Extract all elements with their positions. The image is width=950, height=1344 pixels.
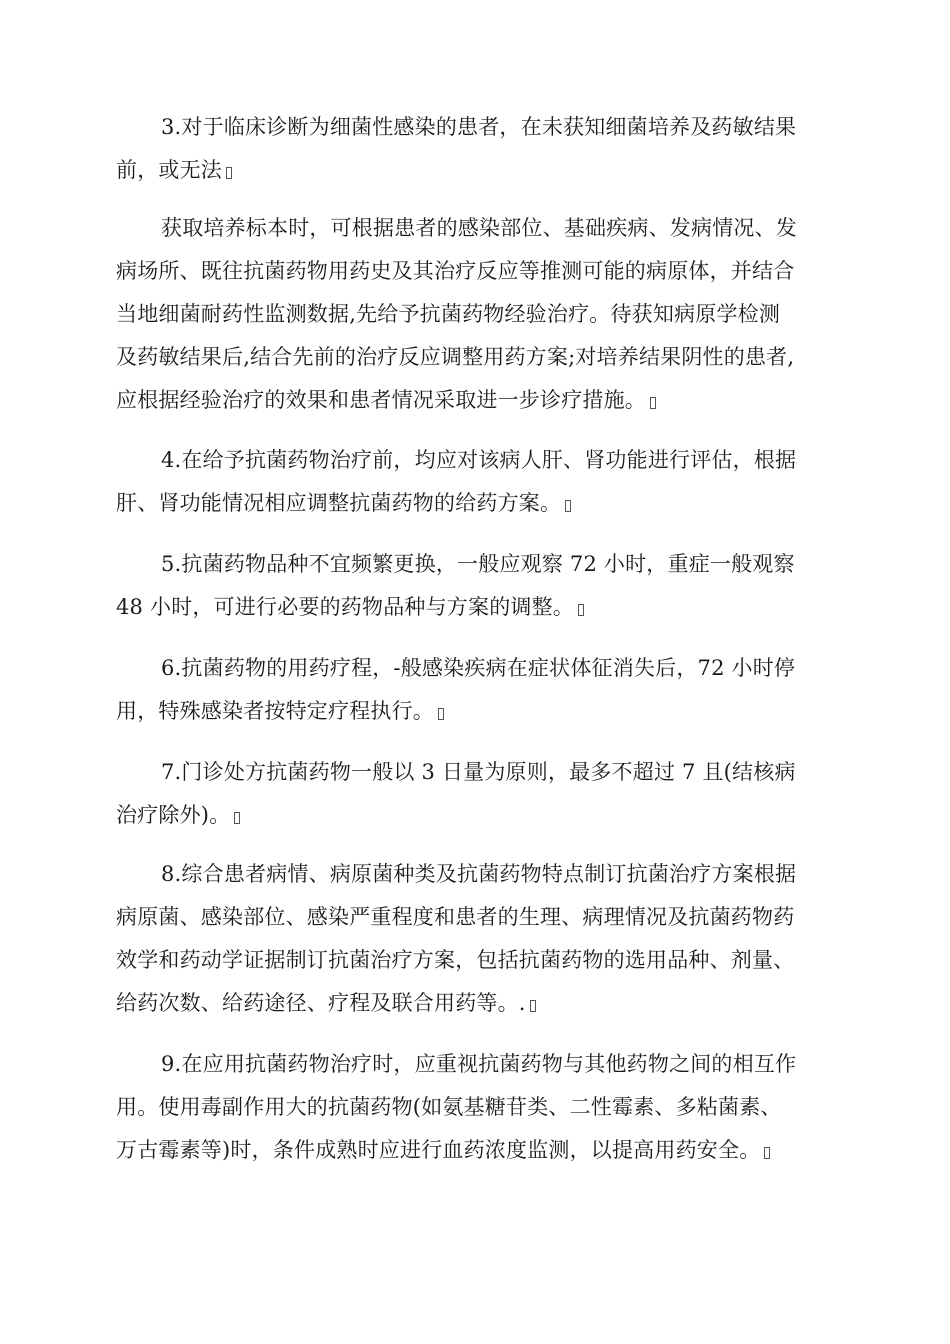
paragraph-3 <box>116 106 838 192</box>
paragraph-mark-icon <box>565 500 571 512</box>
paragraph-line: 病原菌、感染部位、感染严重程度和患者的生理、病理情况及抗菌药物药 <box>116 905 795 929</box>
paragraph-line: 48 小时，可进行必要的药物品种与方案的调整。 <box>116 586 838 629</box>
paragraph-line: 给药次数、给药途径、疗程及联合用药等。. <box>116 982 838 1025</box>
paragraph-line: 治疗除外)。 <box>116 794 838 837</box>
paragraph-line: 8.综合患者病情、病原菌种类及抗菌药物特点制订抗菌治疗方案根据 <box>161 862 797 886</box>
paragraph-line: 3.对于临床诊断为细菌性感染的患者，在未获知细菌培养及药敏结果 <box>161 115 797 139</box>
paragraph-line: 7.门诊处方抗菌药物一般以 3 日量为原则，最多不超过 7 且(结核病 <box>161 760 796 784</box>
paragraph-line: 6.抗菌药物的用药疗程，-般感染疾病在症状体征消失后，72 小时停 <box>161 656 796 680</box>
paragraph-4 <box>116 439 838 525</box>
paragraph-line: 及药敏结果后,结合先前的治疗反应调整用药方案;对培养结果阴性的患者, <box>116 345 795 369</box>
paragraph-7 <box>116 751 838 837</box>
paragraph-line: 4.在给予抗菌药物治疗前，均应对该病人肝、肾功能进行评估，根据 <box>161 448 797 472</box>
paragraph-3-continued <box>116 207 838 422</box>
paragraph-9 <box>116 1043 838 1172</box>
paragraph-line: 5.抗菌药物品种不宜频繁更换，一般应观察 72 小时，重症一般观察 <box>161 552 795 576</box>
paragraph-line: 万古霉素等)时，条件成熟时应进行血药浓度监测，以提高用药安全。 <box>116 1129 838 1172</box>
paragraph-mark-icon <box>530 1000 536 1012</box>
paragraph-line: 肝、肾功能情况相应调整抗菌药物的给药方案。 <box>116 482 838 525</box>
paragraph-line: 获取培养标本时，可根据患者的感染部位、基础疾病、发病情况、发 <box>161 216 797 240</box>
paragraph-line: 用。使用毒副作用大的抗菌药物(如氨基糖苷类、二性霉素、多粘菌素、 <box>116 1095 782 1119</box>
paragraph-line: 用，特殊感染者按特定疗程执行。 <box>116 690 838 733</box>
paragraph-mark-icon <box>234 812 240 824</box>
paragraph-line: 应根据经验治疗的效果和患者情况采取进一步诊疗措施。 <box>116 379 838 422</box>
paragraph-8 <box>116 853 838 1025</box>
paragraph-mark-icon <box>764 1147 770 1159</box>
paragraph-line: 前，或无法 <box>116 149 838 192</box>
paragraph-line: 当地细菌耐药性监测数据,先给予抗菌药物经验治疗。待获知病原学检测 <box>116 302 781 326</box>
paragraph-line: 效学和药动学证据制订抗菌治疗方案，包括抗菌药物的选用品种、剂量、 <box>116 948 795 972</box>
paragraph-5 <box>116 543 838 629</box>
paragraph-mark-icon <box>226 167 232 179</box>
paragraph-mark-icon <box>650 397 656 409</box>
paragraph-mark-icon <box>578 604 584 616</box>
paragraph-line: 病场所、既往抗菌药物用药史及其治疗反应等推测可能的病原体，并结合 <box>116 259 795 283</box>
paragraph-mark-icon <box>438 708 444 720</box>
paragraph-6 <box>116 647 838 733</box>
paragraph-line: 9.在应用抗菌药物治疗时，应重视抗菌药物与其他药物之间的相互作 <box>161 1052 797 1076</box>
